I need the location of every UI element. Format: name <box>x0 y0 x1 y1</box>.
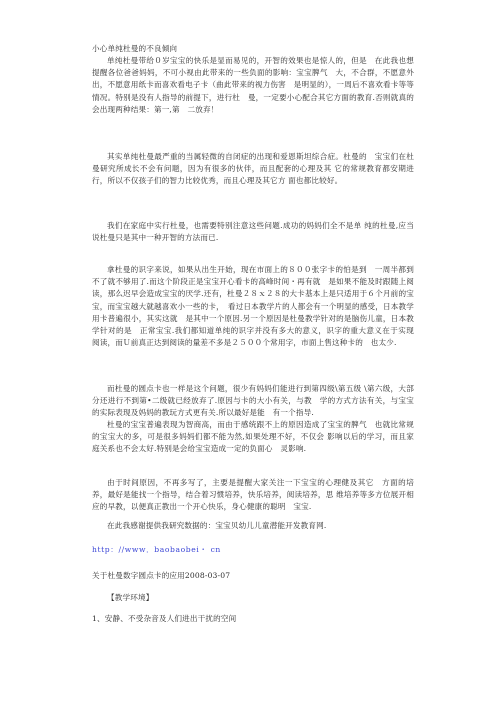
paragraph: 其实单纯杜曼最严重的当属轻微的自闭症的出现和爱恩斯坦综合症。杜曼的 宝宝们在杜曼研究所成长不会有问题，因为有很多的伙伴，而且配套的心理及其 它的常规教育都安期进行，所以不仅孩子们的智力比较优秀，而且心理及其它方 面也都比较好。 <box>92 152 414 186</box>
paragraph: 杜曼的宝宝普遍表现为智商高，而由于感统跟不上的原因造成了宝宝的脾气 也就比常规的宝宝大的多，可是很多妈妈们都不能为然,如果处理不好，不仅会 影响以后的学习，而且家庭关系也不会太好.特别是会给宝宝造成一定的负面心 灵影响. <box>92 420 414 454</box>
paragraph: 而杜曼的圆点卡也一样是这个问题，很少有妈妈们能进行到第四级\第五级 \第六级，大部分还进行不到第•二级就已经放弃了.原因与卡的大小有关，与教 学的方式方法有关，与宝宝的实际表现及妈妈的教玩方式更有关.所以最好是能 有一个指导. <box>92 384 414 418</box>
paragraph: 我们在家庭中实行杜曼，也需要特别注意这些问题.成功的妈妈们全不是单 纯的杜曼,应当说杜曼只是其中一种开智的方法而已. <box>92 221 414 243</box>
list-item: 1、安静、不受杂音及人们进出干扰的空间 <box>92 614 237 623</box>
paragraph: 由于时间原因，不再多写了，主要是提醒大家关注一下宝宝的心理健及其它 方面的培养，最好是能找一个指导，结合着习惯培养，快乐培养，阅读培养，思 维培养等多方位展开相应的早教，以便真正教出一个开心快乐，身心健康的聪明 宝宝. <box>92 478 414 512</box>
paragraph: 单纯杜曼带给０岁宝宝的快乐是显而易见的，开智的效果也是惊人的，但是 在此我也想提醒各位爸爸妈妈，不可小视由此带来的一些负面的影响：宝宝脾气 大，不合群，不愿意外出，不愿意用纸卡而喜欢看电子卡（曲此带来的视力伤害 是明显的），一周后不喜欢看卡等等情况。特别是没有人指导的前提下，进行杜 曼，一定要小心配合其它方面的教育.否则就真的会出现两种结果：第一,第 二放弃！ <box>92 56 414 114</box>
source-link[interactable]: http：//www．baobaobei・ cn <box>92 545 221 554</box>
paragraph: 在此我感谢提供我研究数据的：宝宝贝幼儿儿童潜能开发教育网. <box>107 521 327 530</box>
paragraph: 拿杜曼的识字来说，如果从出生开始，现在市面上的８００张字卡的怕是到 一周半都到不了就不够用了.而这个阶段正是宝宝开心看卡的高峰时间・再有就 是如果不能及时跟随上阅读，那么迟早会造成宝宝的厌学.还有，杜曼２８ｘ２８的大卡基本上是只适用于６个月前的宝宝，而宝宝越大就越喜欢小一些的卡， 看过日本教学片的人都会有一个明显的感受，日本教学用卡普遍很小，其实这就 是其中一个原因.另一个原因是杜曼教学针对的是脑伤儿童，日本教学针对的是 正常宝宝.我们都知道单纯的识字并没有多大的意义，识字的重大意义在于实现 阅读，而Ｕ前真正达到阅读的量差不多是２５００个常用字，市面上售这种卡的 也太少. <box>92 265 422 348</box>
doc-title: 小心单纯杜曼的不良倾向 <box>92 44 178 53</box>
section-subtitle: 关于杜曼数字圆点卡的应用2008-03-07 <box>92 571 231 580</box>
section-heading: 【教学环境】 <box>107 593 154 602</box>
